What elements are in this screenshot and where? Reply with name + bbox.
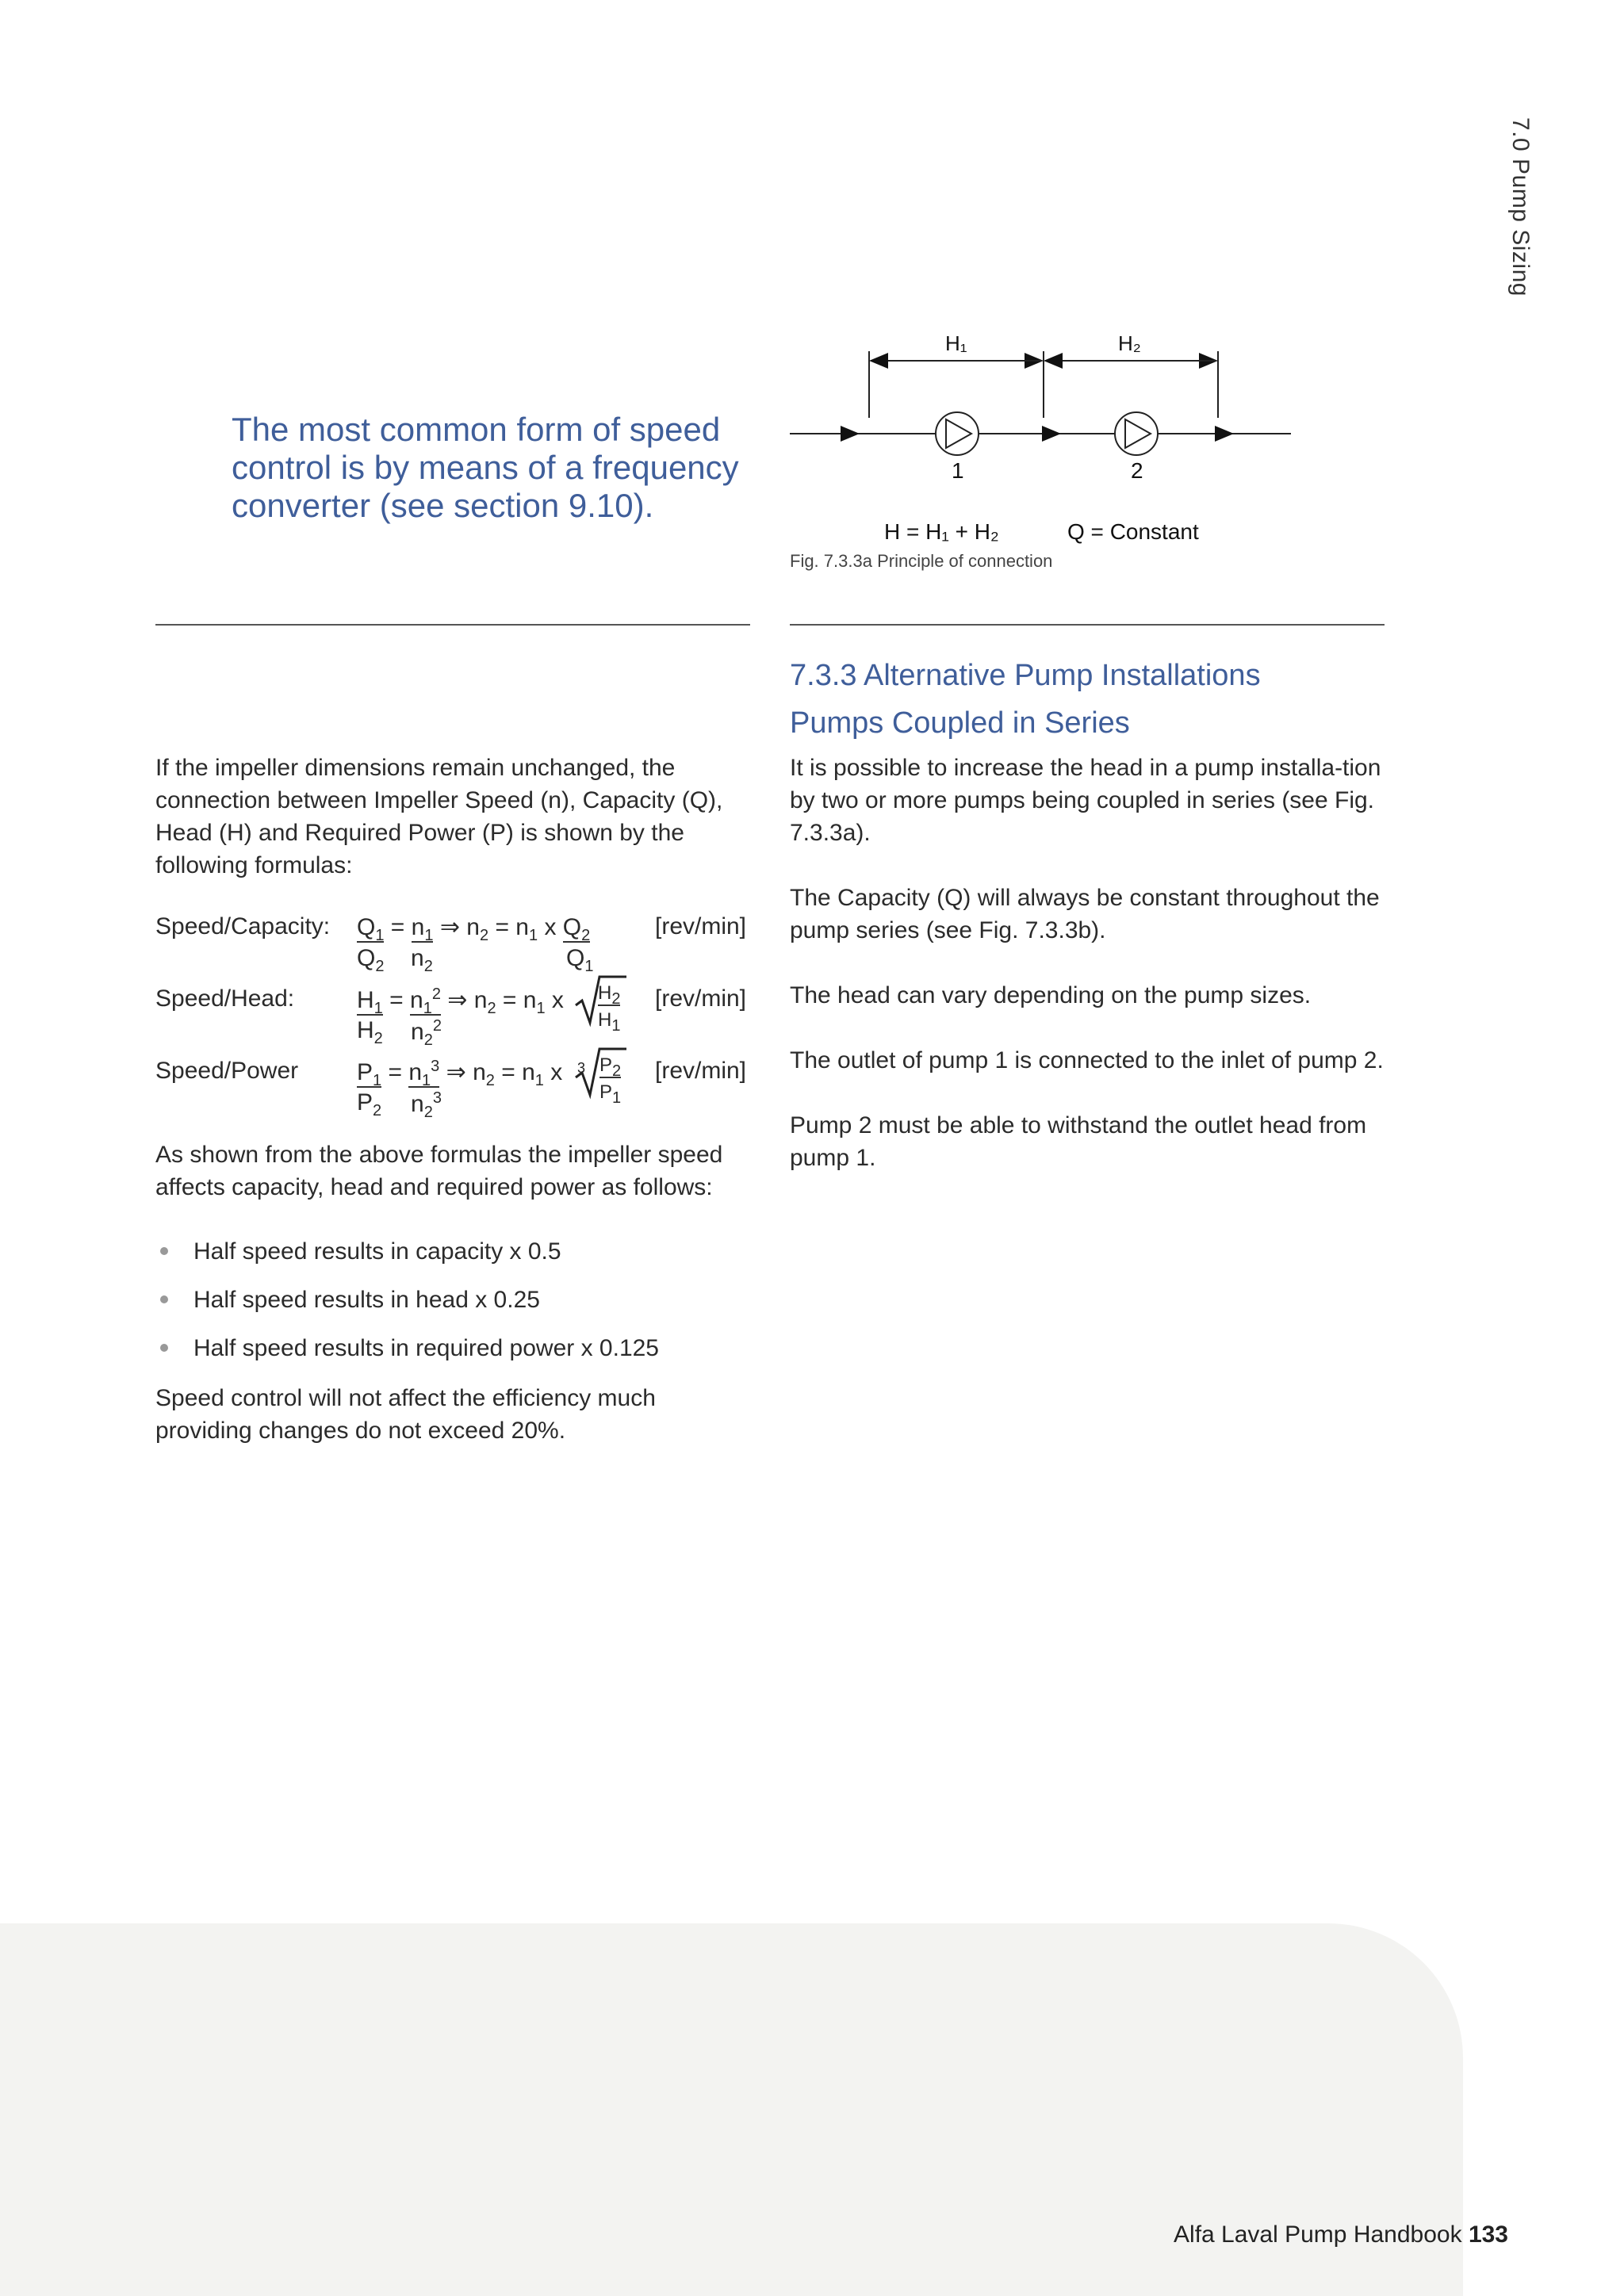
footer [1174, 2221, 1508, 2248]
pull-quote: The most common form of speed control is by means of a frequency converter (see section 9.10). [232, 411, 739, 524]
formula-capacity-denominators: $Q_2$ [357, 945, 385, 975]
formula-label-capacity: Speed/Capacity: [155, 913, 331, 939]
paragraph: Pump 2 must be able to withstand the outlet head from pump 1. [790, 1112, 1367, 1171]
bullet-list [155, 1235, 750, 1380]
formula-head: $H_1 = n_1^2$ ⇒ $n_2 = n_1$ x [357, 985, 564, 1017]
list-item: Half speed results in head x 0.25 [155, 1284, 750, 1316]
divider-right [790, 624, 1385, 626]
formulas-explanation: As shown from the above formulas the impeller speed affects capacity, head and required power as follows: [155, 1142, 723, 1200]
bullet-icon [160, 1247, 168, 1255]
list-item: Half speed results in capacity x 0.5 [155, 1235, 750, 1268]
closing-paragraph: Speed control will not affect the efficiency much providing changes do not exceed 20%. [155, 1385, 656, 1444]
unit-rev-min: [rev/min] [655, 985, 747, 1012]
equation-capacity: Q = Constant [1067, 519, 1199, 544]
formula-label-power: Speed/Power [155, 1058, 299, 1084]
svg-text:3: 3 [577, 1060, 586, 1076]
paragraph: The outlet of pump 1 is connected to the inlet of pump 2. [790, 1047, 1384, 1073]
formula-capacity: $Q_1 = n_1$ ⇒ $n_2 = n_1$ x $Q_2$ [357, 914, 591, 944]
paragraph: It is possible to increase the head in a pump installa-tion by two or more pumps being coupled in series (see Fig. 7.3.3a). [790, 755, 1381, 846]
page-number: 133 [1468, 2221, 1508, 2248]
list-item: Half speed results in required power x 0.125 [155, 1332, 750, 1364]
label-h2: H₂ [1118, 331, 1141, 355]
paragraph: The head can vary depending on the pump sizes. [790, 982, 1312, 1008]
unit-rev-min: [rev/min] [655, 913, 747, 939]
label-pump-2: 2 [1131, 458, 1143, 483]
right-column-text [790, 752, 1385, 1207]
formula-power: $P_1 = n_1^3$ ⇒ $n_2 = n_1$ x [357, 1058, 563, 1089]
footer-title: Alfa Laval Pump Handbook [1174, 2221, 1462, 2248]
series-pump-diagram [777, 321, 1300, 575]
bullet-icon [160, 1295, 168, 1303]
chapter-tab: 7.0 Pump Sizing [1507, 117, 1534, 297]
equation-head: H = H₁ + H₂ [884, 519, 999, 544]
subsection-title: Pumps Coupled in Series [790, 706, 1130, 740]
section-title: 7.3.3 Alternative Pump Installations [790, 659, 1261, 692]
formula-label-head: Speed/Head: [155, 985, 295, 1012]
paragraph: The Capacity (Q) will always be constant throughout the pump series (see Fig. 7.3.3b). [790, 885, 1380, 943]
unit-rev-min: [rev/min] [655, 1058, 747, 1084]
figure-caption: Fig. 7.3.3a Principle of connection [790, 551, 1053, 571]
intro-paragraph: If the impeller dimensions remain unchanged, the connection between Impeller Speed (n), Capacity (Q), Head (H) and Required Power (P) is shown by the following formulas: [155, 755, 723, 878]
divider-left [155, 624, 750, 626]
bullet-icon [160, 1344, 168, 1352]
label-pump-1: 1 [952, 458, 964, 483]
label-h1: H₁ [945, 331, 967, 355]
